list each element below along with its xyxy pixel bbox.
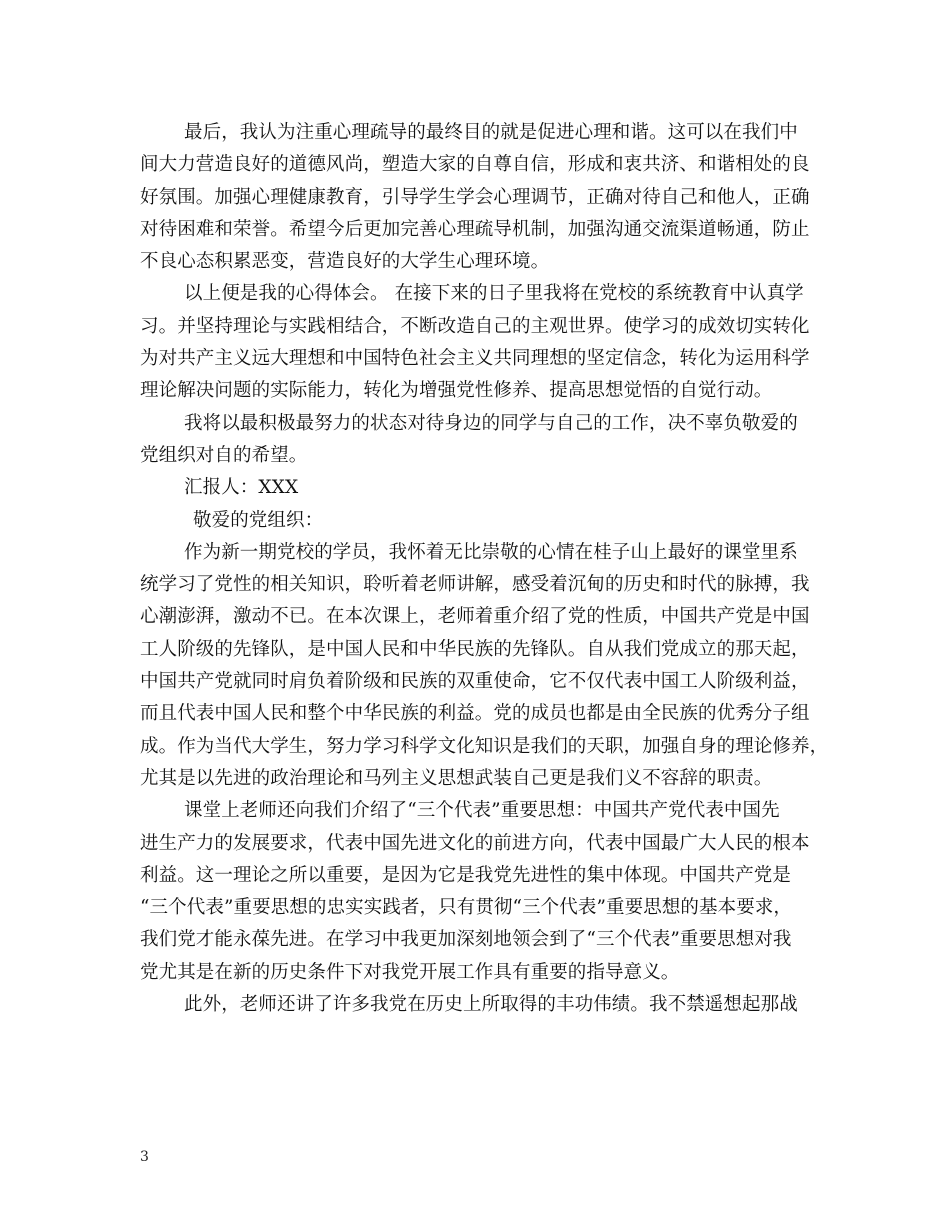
text-line: 统学习了党性的相关知识，聆听着老师讲解，感受着沉甸的历史和时代的脉搏，我 xyxy=(140,574,810,596)
text-line: 心潮澎湃，激动不已。在本次课上，老师着重介绍了党的性质，中国共产党是中国 xyxy=(140,606,810,628)
text-line: 最后，我认为注重心理疏导的最终目的就是促进心理和谐。这可以在我们中 xyxy=(184,122,798,143)
text-line: 以上便是我的心得体会。 在接下来的日子里我将在党校的系统教育中认真学 xyxy=(184,283,804,305)
text-line: 不良心态积累恶变，营造良好的大学生心理环境。 xyxy=(140,251,550,273)
text-line: 成。作为当代大学生，努力学习科学文化知识是我们的天职，加强自身的理论修养， xyxy=(140,735,829,757)
text-line: 党组织对自的希望。 xyxy=(140,444,308,466)
page-number: 3 xyxy=(140,1149,149,1165)
text-line: 利益。这一理论之所以重要，是因为它是我党先进性的集中体现。中国共产党是 xyxy=(140,864,792,886)
salutation-line: 敬爱的党组织： xyxy=(193,509,324,531)
text-line: 工人阶级的先锋队，是中国人民和中华民族的先锋队。自从我们党成立的那天起， xyxy=(140,638,810,660)
text-line: 对待困难和荣誉。希望今后更加完善心理疏导机制，加强沟通交流渠道畅通，防止 xyxy=(140,218,810,240)
text-line: 中国共产党就同时肩负着阶级和民族的双重使命，它不仅代表中国工人阶级利益， xyxy=(140,671,810,693)
text-line: 尤其是以先进的政治理论和马列主义思想武装自己更是我们义不容辞的职责。 xyxy=(140,767,773,789)
reporter-line: 汇报人：XXX xyxy=(184,477,299,499)
text-line: 进生产力的发展要求，代表中国先进文化的前进方向，代表中国最广大人民的根本 xyxy=(140,832,810,854)
document-body xyxy=(140,117,830,1021)
text-line: 课堂上老师还向我们介绍了“三个代表”重要思想：中国共产党代表中国先 xyxy=(184,800,780,822)
text-line: 我将以最积极最努力的状态对待身边的同学与自己的工作，决不辜负敬爱的 xyxy=(184,412,798,434)
text-line: 理论解决问题的实际能力，转化为增强党性修养、提高思想觉悟的自觉行动。 xyxy=(140,380,773,402)
text-line: 党尤其是在新的历史条件下对我党开展工作具有重要的指导意义。 xyxy=(140,961,680,983)
text-line: 此外，老师还讲了许多我党在历史上所取得的丰功伟绩。我不禁遥想起那战 xyxy=(184,994,798,1016)
text-line: 间大力营造良好的道德风尚，塑造大家的自尊自信，形成和衷共济、和谐相处的良 xyxy=(140,154,810,176)
text-line: 作为新一期党校的学员，我怀着无比崇敬的心情在桂子山上最好的课堂里系 xyxy=(184,541,798,563)
text-line: 好氛围。加强心理健康教育，引导学生学会心理调节，正确对待自己和他人，正确 xyxy=(140,186,810,208)
text-line: 我们党才能永葆先进。在学习中我更加深刻地领会到了“三个代表”重要思想对我 xyxy=(140,929,792,951)
text-line: 而且代表中国人民和整个中华民族的利益。党的成员也都是由全民族的优秀分子组 xyxy=(140,703,810,725)
text-line: “三个代表”重要思想的忠实实践者，只有贯彻“三个代表”重要思想的基本要求， xyxy=(140,897,793,919)
text-line: 为对共产主义远大理想和中国特色社会主义共同理想的坚定信念，转化为运用科学 xyxy=(140,348,810,370)
text-line: 习。并坚持理论与实践相结合，不断改造自己的主观世界。使学习的成效切实转化 xyxy=(140,315,810,337)
